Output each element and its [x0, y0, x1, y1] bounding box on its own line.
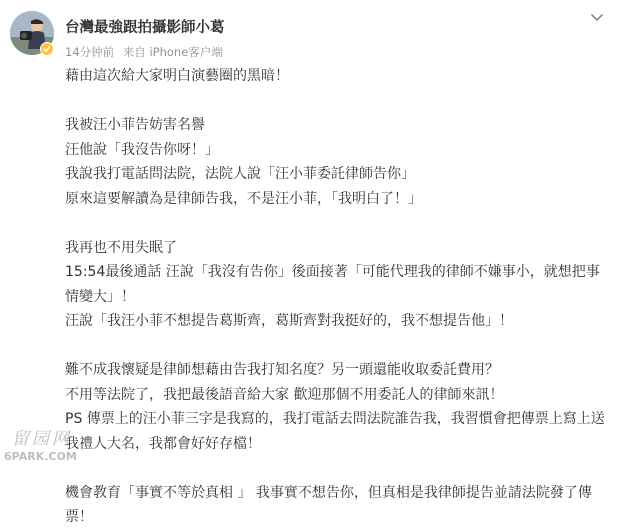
watermark-en: 6PARK.COM [4, 450, 77, 463]
post-line: 我說我打電話問法院，法院人說「汪小菲委託律師告你」 [65, 166, 415, 182]
post-line: 藉由這次給大家明白演藝圈的黑暗！ [65, 68, 289, 84]
post-line: PS 傳票上的汪小菲三字是我寫的，我打電話去問法院誰告我，我習慣會把傳票上寫上送我禮人大名，我都會好好存檔！ [65, 411, 605, 452]
post-meta [65, 44, 228, 60]
verified-badge-icon [40, 42, 54, 56]
post-line: 我被汪小菲告妨害名譽 [65, 117, 205, 133]
watermark-cn: 留园网 [12, 429, 72, 449]
post-line: 汪他說「我沒告你呀！」 [65, 141, 219, 158]
chevron-down-icon[interactable] [587, 10, 607, 26]
post-line: 不用等法院了，我把最後語音給大家 歡迎那個不用委託人的律師來訊！ [65, 386, 504, 403]
username-link[interactable]: 台灣最強跟拍攝影師小葛 [65, 20, 225, 36]
post-line: 原來這要解讀為是律師告我，不是汪小菲，「我明白了！」 [65, 190, 422, 207]
post-time[interactable]: 14分钟前 [65, 45, 115, 59]
post-line: 難不成我懷疑是律師想藉由告我打知名度？另一頭還能收取委託費用？ [65, 362, 499, 378]
post-source: 来自 iPhone客户端 [122, 45, 223, 59]
watermark [4, 424, 92, 470]
post-line: 汪說「我汪小菲不想提告葛斯齊，葛斯齊對我挺好的，我不想提告他」！ [65, 313, 513, 329]
post-content [65, 64, 610, 530]
post-line: 15:54最後通話 汪說「我沒有告你」後面接著「可能代理我的律師不嫌事小，就想把事情變大」！ [65, 264, 600, 305]
post-line: 機會教育「事實不等於真相 」 我事實不想告你，但真相是我律師提告並請法院發了傳票！ [65, 484, 592, 525]
post-line: 我再也不用失眠了 [65, 239, 177, 256]
